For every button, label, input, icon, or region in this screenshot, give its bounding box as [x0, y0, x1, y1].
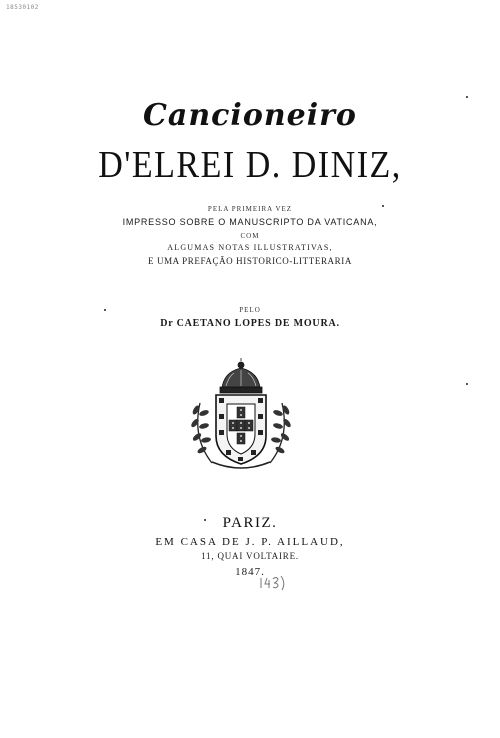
- paper-speck: [382, 205, 384, 207]
- imprint-place: PARIZ.: [222, 515, 278, 531]
- author-pelo: PELO: [239, 306, 261, 314]
- subtitle-prefacao: E UMA PREFAÇÃO HISTORICO-LITTERARIA: [148, 256, 352, 266]
- catalog-id: 18530102: [6, 4, 39, 11]
- subtitle-pela: PELA PRIMEIRA VEZ: [207, 205, 293, 213]
- title-script: Cancioneiro: [143, 98, 357, 133]
- author-name: Dr CAETANO LOPES DE MOURA.: [160, 318, 340, 329]
- paper-speck: [466, 383, 468, 385]
- title-main: D'ELREI D. DINIZ,: [98, 144, 402, 187]
- imprint-publisher: EM CASA DE J. P. AILLAUD,: [155, 536, 345, 548]
- imprint-year: 1847.: [235, 566, 265, 578]
- handwritten-annotation: [258, 573, 288, 593]
- coat-of-arms-icon: [182, 358, 300, 474]
- paper-speck: [204, 519, 206, 521]
- imprint-address: 11, QUAI VOLTAIRE.: [201, 551, 299, 561]
- subtitle-impresso: IMPRESSO SOBRE O MANUSCRIPTO DA VATICANA,: [122, 217, 378, 228]
- paper-speck: [466, 96, 468, 98]
- paper-speck: [104, 309, 106, 311]
- subtitle-com: COM: [240, 232, 260, 240]
- subtitle-algumas: ALGUMAS NOTAS ILLUSTRATIVAS,: [167, 243, 333, 252]
